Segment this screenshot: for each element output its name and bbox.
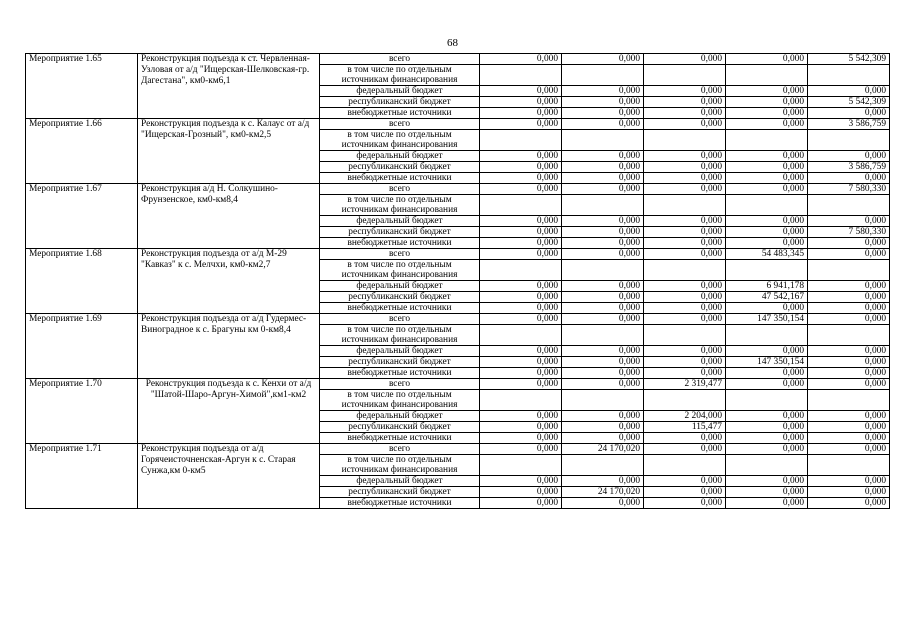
funding-source: республиканский бюджет bbox=[320, 162, 480, 173]
funding-source: республиканский бюджет bbox=[320, 292, 480, 303]
amount-cell: 0,000 bbox=[644, 281, 726, 292]
empty-cell bbox=[480, 390, 562, 411]
empty-cell bbox=[644, 130, 726, 151]
funding-source: республиканский бюджет bbox=[320, 422, 480, 433]
amount-cell: 0,000 bbox=[480, 422, 562, 433]
empty-cell bbox=[562, 130, 644, 151]
event-id: Мероприятие 1.69 bbox=[26, 314, 138, 379]
amount-cell: 0,000 bbox=[644, 119, 726, 130]
funding-source: республиканский бюджет bbox=[320, 227, 480, 238]
empty-cell bbox=[644, 65, 726, 86]
amount-cell: 0,000 bbox=[726, 173, 808, 184]
table-row bbox=[26, 54, 890, 65]
funding-source: всего bbox=[320, 119, 480, 130]
amount-cell: 0,000 bbox=[562, 119, 644, 130]
amount-cell: 0,000 bbox=[480, 162, 562, 173]
amount-cell: 0,000 bbox=[480, 314, 562, 325]
empty-cell bbox=[808, 390, 890, 411]
empty-cell bbox=[726, 325, 808, 346]
funding-source: федеральный бюджет bbox=[320, 346, 480, 357]
amount-cell: 0,000 bbox=[562, 379, 644, 390]
amount-cell: 0,000 bbox=[562, 173, 644, 184]
table-row bbox=[26, 379, 890, 390]
amount-cell: 0,000 bbox=[644, 314, 726, 325]
amount-cell: 0,000 bbox=[480, 357, 562, 368]
event-id: Мероприятие 1.67 bbox=[26, 184, 138, 249]
amount-cell: 0,000 bbox=[562, 227, 644, 238]
amount-cell: 0,000 bbox=[562, 357, 644, 368]
event-name: Реконструкция подъезда к ст. Червленная-Узловая от а/д "Ищерская-Шелковская-гр. Дагестана", км0-км6,1 bbox=[138, 54, 320, 119]
empty-cell bbox=[480, 195, 562, 216]
amount-cell: 0,000 bbox=[480, 249, 562, 260]
amount-cell: 147 350,154 bbox=[726, 357, 808, 368]
table-row bbox=[26, 314, 890, 325]
amount-cell: 0,000 bbox=[808, 249, 890, 260]
amount-cell: 0,000 bbox=[808, 151, 890, 162]
amount-cell: 0,000 bbox=[562, 184, 644, 195]
funding-source: федеральный бюджет bbox=[320, 281, 480, 292]
funding-source: республиканский бюджет bbox=[320, 97, 480, 108]
amount-cell: 0,000 bbox=[808, 379, 890, 390]
funding-source: республиканский бюджет bbox=[320, 357, 480, 368]
amount-cell: 0,000 bbox=[726, 368, 808, 379]
amount-cell: 24 170,020 bbox=[562, 444, 644, 455]
amount-cell: 0,000 bbox=[726, 108, 808, 119]
amount-cell: 0,000 bbox=[644, 303, 726, 314]
amount-cell: 0,000 bbox=[562, 162, 644, 173]
amount-cell: 0,000 bbox=[480, 173, 562, 184]
amount-cell: 0,000 bbox=[480, 368, 562, 379]
empty-cell bbox=[644, 325, 726, 346]
event-name: Реконструкция подъезда к с. Кенхи от а/д "Шатой-Шаро-Аргун-Химой",км1-км2 bbox=[138, 379, 320, 444]
amount-cell: 0,000 bbox=[480, 411, 562, 422]
amount-cell: 0,000 bbox=[644, 151, 726, 162]
amount-cell: 0,000 bbox=[726, 119, 808, 130]
amount-cell: 0,000 bbox=[562, 498, 644, 509]
event-id: Мероприятие 1.70 bbox=[26, 379, 138, 444]
table-row bbox=[26, 119, 890, 130]
amount-cell: 0,000 bbox=[808, 422, 890, 433]
funding-source: федеральный бюджет bbox=[320, 476, 480, 487]
amount-cell: 0,000 bbox=[562, 151, 644, 162]
event-id: Мероприятие 1.68 bbox=[26, 249, 138, 314]
amount-cell: 0,000 bbox=[562, 238, 644, 249]
empty-cell bbox=[726, 390, 808, 411]
empty-cell bbox=[808, 195, 890, 216]
amount-cell: 0,000 bbox=[726, 216, 808, 227]
amount-cell: 0,000 bbox=[808, 314, 890, 325]
empty-cell bbox=[726, 65, 808, 86]
amount-cell: 0,000 bbox=[808, 411, 890, 422]
amount-cell: 0,000 bbox=[562, 411, 644, 422]
amount-cell: 0,000 bbox=[480, 433, 562, 444]
funding-source: внебюджетные источники bbox=[320, 173, 480, 184]
amount-cell: 0,000 bbox=[644, 444, 726, 455]
empty-cell bbox=[562, 455, 644, 476]
amount-cell: 115,477 bbox=[644, 422, 726, 433]
empty-cell bbox=[808, 325, 890, 346]
empty-cell bbox=[480, 455, 562, 476]
funding-source: всего bbox=[320, 184, 480, 195]
amount-cell: 0,000 bbox=[562, 249, 644, 260]
amount-cell: 0,000 bbox=[644, 97, 726, 108]
amount-cell: 0,000 bbox=[808, 292, 890, 303]
amount-cell: 0,000 bbox=[562, 303, 644, 314]
amount-cell: 0,000 bbox=[480, 444, 562, 455]
empty-cell bbox=[480, 65, 562, 86]
amount-cell: 0,000 bbox=[808, 498, 890, 509]
event-name: Реконструкция подъезда от а/д Гудермес-Виноградное к с. Брагуны км 0-км8,4 bbox=[138, 314, 320, 379]
amount-cell: 5 542,309 bbox=[808, 54, 890, 65]
funding-source: федеральный бюджет bbox=[320, 411, 480, 422]
amount-cell: 0,000 bbox=[644, 249, 726, 260]
amount-cell: 0,000 bbox=[726, 422, 808, 433]
amount-cell: 0,000 bbox=[808, 476, 890, 487]
empty-cell bbox=[808, 260, 890, 281]
amount-cell: 7 580,330 bbox=[808, 184, 890, 195]
funding-source: федеральный бюджет bbox=[320, 151, 480, 162]
amount-cell: 0,000 bbox=[726, 86, 808, 97]
amount-cell: 0,000 bbox=[480, 119, 562, 130]
amount-cell: 3 586,759 bbox=[808, 162, 890, 173]
funding-source: в том числе по отдельным источникам финансирования bbox=[320, 195, 480, 216]
amount-cell: 0,000 bbox=[480, 108, 562, 119]
amount-cell: 0,000 bbox=[480, 97, 562, 108]
amount-cell: 0,000 bbox=[480, 487, 562, 498]
amount-cell: 0,000 bbox=[644, 346, 726, 357]
event-name: Реконструкция подъезда к с. Калаус от а/д "Ищерская-Грозный", км0-км2,5 bbox=[138, 119, 320, 184]
amount-cell: 0,000 bbox=[480, 379, 562, 390]
amount-cell: 0,000 bbox=[480, 498, 562, 509]
funding-source: в том числе по отдельным источникам финансирования bbox=[320, 325, 480, 346]
amount-cell: 0,000 bbox=[726, 151, 808, 162]
amount-cell: 0,000 bbox=[644, 357, 726, 368]
amount-cell: 0,000 bbox=[726, 184, 808, 195]
amount-cell: 0,000 bbox=[480, 184, 562, 195]
amount-cell: 0,000 bbox=[808, 86, 890, 97]
amount-cell: 2 204,000 bbox=[644, 411, 726, 422]
amount-cell: 0,000 bbox=[644, 433, 726, 444]
event-id: Мероприятие 1.66 bbox=[26, 119, 138, 184]
amount-cell: 0,000 bbox=[644, 173, 726, 184]
amount-cell: 0,000 bbox=[644, 238, 726, 249]
funding-source: федеральный бюджет bbox=[320, 86, 480, 97]
amount-cell: 0,000 bbox=[726, 238, 808, 249]
empty-cell bbox=[644, 195, 726, 216]
amount-cell: 0,000 bbox=[808, 433, 890, 444]
table-row bbox=[26, 184, 890, 195]
empty-cell bbox=[808, 130, 890, 151]
amount-cell: 54 483,345 bbox=[726, 249, 808, 260]
amount-cell: 0,000 bbox=[644, 184, 726, 195]
empty-cell bbox=[644, 455, 726, 476]
amount-cell: 0,000 bbox=[726, 162, 808, 173]
budget-table bbox=[25, 53, 890, 509]
amount-cell: 0,000 bbox=[808, 368, 890, 379]
funding-source: в том числе по отдельным источникам финансирования bbox=[320, 65, 480, 86]
event-id: Мероприятие 1.65 bbox=[26, 54, 138, 119]
amount-cell: 0,000 bbox=[480, 216, 562, 227]
funding-source: внебюджетные источники bbox=[320, 368, 480, 379]
amount-cell: 0,000 bbox=[562, 346, 644, 357]
empty-cell bbox=[562, 390, 644, 411]
amount-cell: 0,000 bbox=[726, 411, 808, 422]
amount-cell: 0,000 bbox=[808, 216, 890, 227]
amount-cell: 0,000 bbox=[562, 108, 644, 119]
amount-cell: 0,000 bbox=[562, 97, 644, 108]
empty-cell bbox=[480, 130, 562, 151]
amount-cell: 0,000 bbox=[644, 292, 726, 303]
amount-cell: 0,000 bbox=[726, 444, 808, 455]
amount-cell: 147 350,154 bbox=[726, 314, 808, 325]
empty-cell bbox=[562, 65, 644, 86]
amount-cell: 0,000 bbox=[808, 238, 890, 249]
funding-source: республиканский бюджет bbox=[320, 487, 480, 498]
amount-cell: 0,000 bbox=[808, 357, 890, 368]
amount-cell: 0,000 bbox=[562, 422, 644, 433]
amount-cell: 0,000 bbox=[726, 227, 808, 238]
amount-cell: 0,000 bbox=[480, 238, 562, 249]
empty-cell bbox=[726, 260, 808, 281]
amount-cell: 0,000 bbox=[480, 476, 562, 487]
amount-cell: 0,000 bbox=[644, 498, 726, 509]
amount-cell: 0,000 bbox=[726, 97, 808, 108]
amount-cell: 0,000 bbox=[562, 292, 644, 303]
funding-source: в том числе по отдельным источникам финансирования bbox=[320, 455, 480, 476]
amount-cell: 0,000 bbox=[562, 368, 644, 379]
funding-source: в том числе по отдельным источникам финансирования bbox=[320, 390, 480, 411]
amount-cell: 0,000 bbox=[644, 476, 726, 487]
amount-cell: 5 542,309 bbox=[808, 97, 890, 108]
amount-cell: 0,000 bbox=[644, 162, 726, 173]
amount-cell: 0,000 bbox=[480, 151, 562, 162]
amount-cell: 0,000 bbox=[480, 86, 562, 97]
funding-source: в том числе по отдельным источникам финансирования bbox=[320, 260, 480, 281]
amount-cell: 0,000 bbox=[644, 108, 726, 119]
amount-cell: 0,000 bbox=[480, 54, 562, 65]
table-row bbox=[26, 444, 890, 455]
amount-cell: 0,000 bbox=[808, 346, 890, 357]
amount-cell: 0,000 bbox=[644, 368, 726, 379]
funding-source: внебюджетные источники bbox=[320, 498, 480, 509]
empty-cell bbox=[644, 390, 726, 411]
amount-cell: 0,000 bbox=[644, 227, 726, 238]
amount-cell: 0,000 bbox=[726, 476, 808, 487]
amount-cell: 0,000 bbox=[480, 281, 562, 292]
amount-cell: 0,000 bbox=[726, 303, 808, 314]
amount-cell: 0,000 bbox=[726, 346, 808, 357]
funding-source: внебюджетные источники bbox=[320, 303, 480, 314]
amount-cell: 7 580,330 bbox=[808, 227, 890, 238]
amount-cell: 0,000 bbox=[644, 216, 726, 227]
amount-cell: 0,000 bbox=[808, 108, 890, 119]
amount-cell: 0,000 bbox=[726, 433, 808, 444]
event-name: Реконструкция а/д Н. Солкушино-Фрунзенское, км0-км8,4 bbox=[138, 184, 320, 249]
empty-cell bbox=[726, 195, 808, 216]
amount-cell: 0,000 bbox=[562, 281, 644, 292]
empty-cell bbox=[726, 455, 808, 476]
amount-cell: 0,000 bbox=[808, 173, 890, 184]
amount-cell: 0,000 bbox=[480, 292, 562, 303]
table-row bbox=[26, 249, 890, 260]
amount-cell: 6 941,178 bbox=[726, 281, 808, 292]
funding-source: внебюджетные источники bbox=[320, 108, 480, 119]
event-name: Реконструкция подъезда от а/д Горячеисточненская-Аргун к с. Старая Сунжа,км 0-км5 bbox=[138, 444, 320, 509]
funding-source: всего bbox=[320, 54, 480, 65]
amount-cell: 0,000 bbox=[808, 444, 890, 455]
empty-cell bbox=[562, 260, 644, 281]
amount-cell: 0,000 bbox=[726, 379, 808, 390]
amount-cell: 47 542,167 bbox=[726, 292, 808, 303]
funding-source: всего bbox=[320, 249, 480, 260]
amount-cell: 2 319,477 bbox=[644, 379, 726, 390]
amount-cell: 0,000 bbox=[480, 346, 562, 357]
amount-cell: 0,000 bbox=[562, 216, 644, 227]
funding-source: всего bbox=[320, 444, 480, 455]
amount-cell: 0,000 bbox=[726, 487, 808, 498]
empty-cell bbox=[480, 260, 562, 281]
funding-source: всего bbox=[320, 314, 480, 325]
amount-cell: 0,000 bbox=[562, 314, 644, 325]
amount-cell: 0,000 bbox=[562, 54, 644, 65]
amount-cell: 0,000 bbox=[726, 54, 808, 65]
amount-cell: 0,000 bbox=[808, 487, 890, 498]
event-name: Реконструкция подъезда от а/д М-29 "Кавказ" к с. Мелчхи, км0-км2,7 bbox=[138, 249, 320, 314]
amount-cell: 0,000 bbox=[726, 498, 808, 509]
page-number: 68 bbox=[447, 37, 458, 49]
amount-cell: 24 170,020 bbox=[562, 487, 644, 498]
funding-source: федеральный бюджет bbox=[320, 216, 480, 227]
amount-cell: 0,000 bbox=[644, 487, 726, 498]
amount-cell: 0,000 bbox=[480, 227, 562, 238]
empty-cell bbox=[726, 130, 808, 151]
amount-cell: 0,000 bbox=[562, 476, 644, 487]
amount-cell: 0,000 bbox=[562, 433, 644, 444]
amount-cell: 0,000 bbox=[644, 54, 726, 65]
empty-cell bbox=[808, 65, 890, 86]
amount-cell: 0,000 bbox=[562, 86, 644, 97]
empty-cell bbox=[808, 455, 890, 476]
funding-source: всего bbox=[320, 379, 480, 390]
empty-cell bbox=[562, 195, 644, 216]
funding-source: в том числе по отдельным источникам финансирования bbox=[320, 130, 480, 151]
empty-cell bbox=[644, 260, 726, 281]
amount-cell: 0,000 bbox=[808, 303, 890, 314]
amount-cell: 3 586,759 bbox=[808, 119, 890, 130]
amount-cell: 0,000 bbox=[808, 281, 890, 292]
amount-cell: 0,000 bbox=[480, 303, 562, 314]
amount-cell: 0,000 bbox=[644, 86, 726, 97]
funding-source: внебюджетные источники bbox=[320, 433, 480, 444]
event-id: Мероприятие 1.71 bbox=[26, 444, 138, 509]
empty-cell bbox=[480, 325, 562, 346]
funding-source: внебюджетные источники bbox=[320, 238, 480, 249]
empty-cell bbox=[562, 325, 644, 346]
